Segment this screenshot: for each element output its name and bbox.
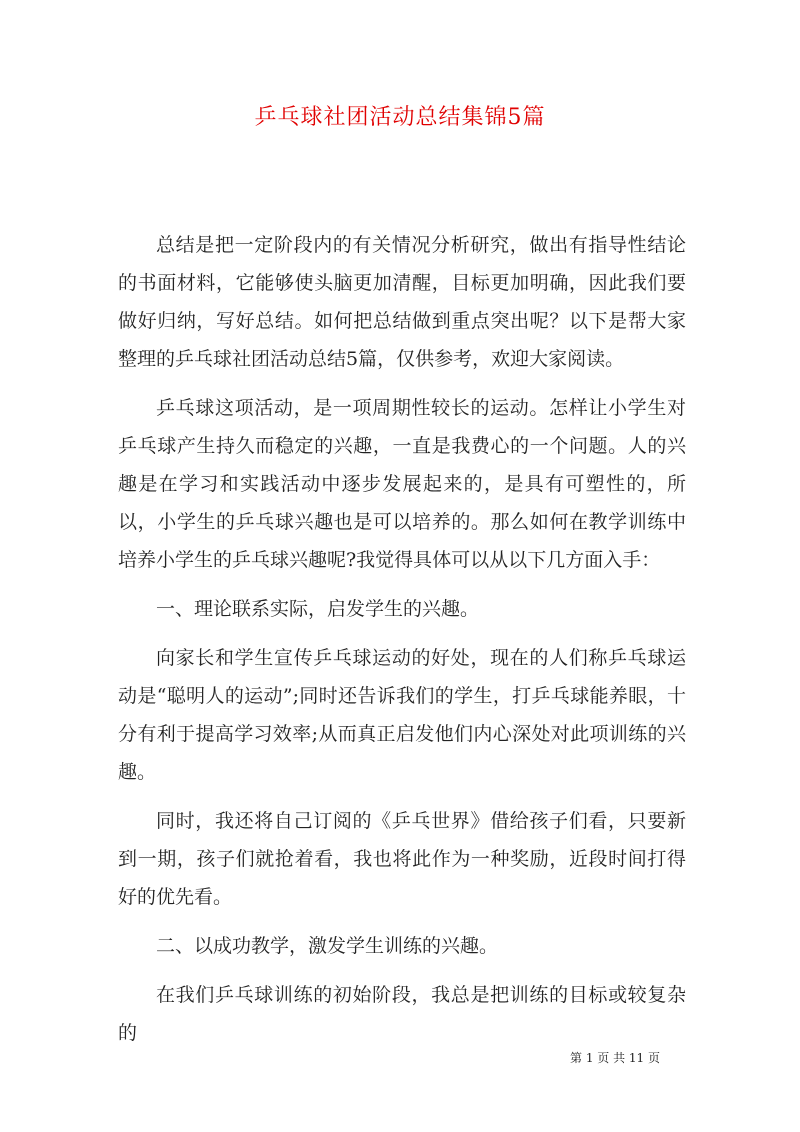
paragraph: 乒乓球这项活动，是一项周期性较长的运动。怎样让小学生对乒乓球产生持久而稳定的兴趣，一直是我费心的一个问题。人的兴趣是在学习和实践活动中逐步发展起来的，是具有可塑性的，所以，小学生的乒乓球兴趣也是可以培养的。那么如何在教学训练中培养小学生的乒乓球兴趣呢?我觉得具体可以从以下几方面入手：: [118, 397, 686, 571]
document-body: [118, 226, 686, 1063]
section-heading: 二、以成功教学，激发学生训练的兴趣。: [156, 935, 499, 957]
paragraph: 总结是把一定阶段内的有关情况分析研究，做出有指导性结论的书面材料，它能够使头脑更加清醒，目标更加明确，因此我们要做好归纳，写好总结。如何把总结做到重点突出呢？以下是帮大家整理的乒乓球社团活动总结5篇，仅供参考，欢迎大家阅读。: [118, 234, 686, 370]
page-number-footer: 第 1 页 共 11 页: [570, 1051, 660, 1065]
paragraph: 向家长和学生宣传乒乓球运动的好处，现在的人们称乒乓球运动是“聪明人的运动”;同时还告诉我们的学生，打乒乓球能养眼，十分有利于提高学习效率;从而真正启发他们内心深处对此项训练的兴趣。: [118, 647, 686, 783]
paragraph: 在我们乒乓球训练的初始阶段，我总是把训练的目标或较复杂的: [118, 984, 686, 1044]
section-heading: 一、理论联系实际，启发学生的兴趣。: [156, 598, 480, 620]
paragraph: 同时，我还将自己订阅的《乒乓世界》借给孩子们看，只要新到一期，孩子们就抢着看，我也将此作为一种奖励，近段时间打得好的优先看。: [118, 810, 686, 908]
document-title: 乒乓球社团活动总结集锦5篇: [254, 105, 546, 130]
